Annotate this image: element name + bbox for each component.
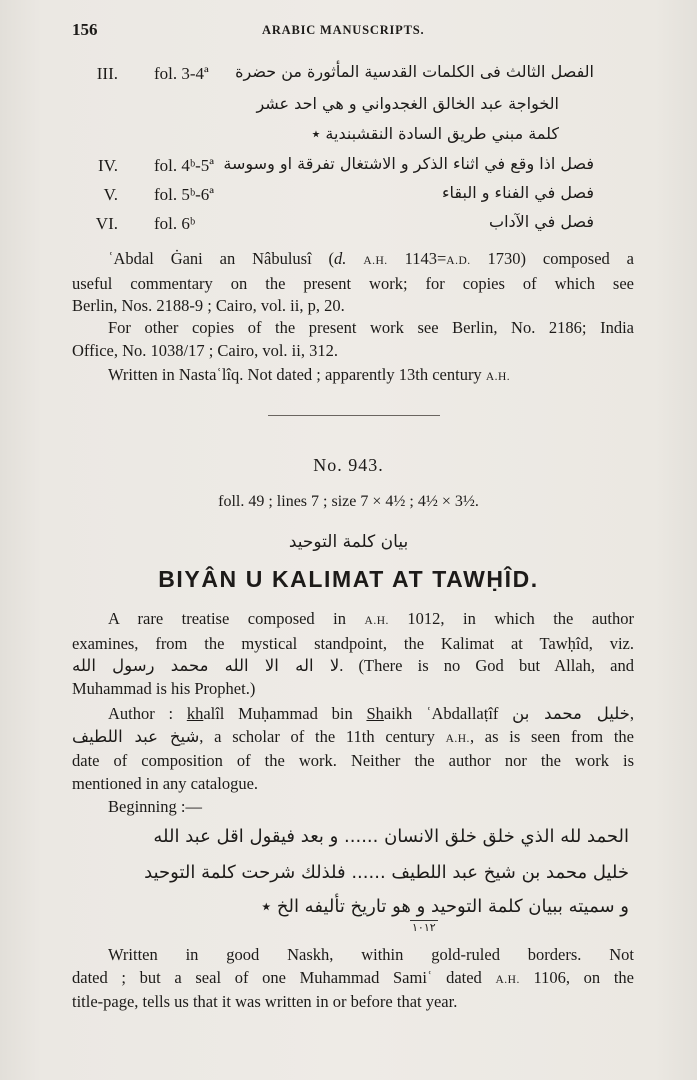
work-title: BIYÂN U KALIMAT AT TAWḤÎD. xyxy=(158,566,539,592)
closing-paragraph: Written in good Naskh, within gold-ruled borders. Not dated ; but a seal of one Muhammad Samiʿ dated A.H. 1106, on the title-page, tells us that it was written in or before that year. xyxy=(72,945,635,1011)
section-title-arabic: فصل في الفناء و البقاء xyxy=(442,183,594,202)
incipit-line: الحمد لله الذي خلق خلق الانسان ...... و بعد فيقول اقل عبد الله xyxy=(153,826,629,847)
beginning-label: Beginning :— xyxy=(108,797,202,816)
page-header xyxy=(72,20,632,42)
section-title-arabic: الفصل الثالث فى الكلمات القدسية المأثورة من حضرة xyxy=(235,62,594,81)
folio-range: fol. 3-4ª xyxy=(154,64,209,83)
contents-row-iii xyxy=(72,62,632,88)
commentary-paragraph: ʿAbdal Ġani an Nâbulusî (d. A.H. 1143=A.D. 1730) composed a useful commentary on the present work; for copies of which see Berlin, Nos. 2188-9 ; Cairo, vol. ii, p, 20. xyxy=(72,249,634,315)
section-divider xyxy=(268,415,440,416)
other-copies-paragraph: For other copies of the present work see Berlin, No. 2186; India Office, No. 1038/17 ; Cairo, vol. ii, 312. xyxy=(72,318,634,360)
contents-row-v xyxy=(72,183,632,209)
section-number: IV. xyxy=(98,156,118,175)
folio-range: fol. 5ᵇ-6ª xyxy=(154,185,214,204)
entry-number: No. 943. xyxy=(313,455,384,475)
beginning-label-row xyxy=(72,796,634,819)
incipit-line: و سميته ببيان كلمة التوحيد و هو تاريخ تأليفه الخ ٭ xyxy=(261,896,629,917)
script-note: Written in Nastaʿlîq. Not dated ; apparently 13th century A.H. xyxy=(108,365,511,384)
incipit-line: خليل محمد بن شيخ عبد اللطيف ...... فلذلك شرحت كلمة التوحيد xyxy=(144,862,629,883)
author-name-arabic-cont: شيخ عبد اللطيف xyxy=(72,726,200,746)
contents-continuation: كلمة مبني طريق السادة النقشبندية ٭ xyxy=(311,124,559,143)
contents-row-vi xyxy=(72,212,632,238)
section-number: VI. xyxy=(95,214,118,233)
contents-row-iv xyxy=(72,154,632,180)
arabic-title: بيان كلمة التوحيد xyxy=(288,532,409,552)
section-title-arabic: فصل اذا وقع في اثناء الذكر و الاشتغال تفرقة او وسوسة xyxy=(223,154,594,173)
section-number: III. xyxy=(96,64,118,83)
author-paragraph: Author : khalîl Muḥammad bin Shaikh ʿAbdallaṭîf خليل محمد بن, شيخ عبد اللطيف, a scholar of the 11th century A.H., as is seen from the date of composition of the work. Neither the author nor the work is mentioned in any catalogue. xyxy=(72,704,634,793)
section-title-arabic: فصل في الآداب xyxy=(489,212,594,231)
contents-continuation: الخواجة عبد الخالق الغجدواني و هي احد عشر xyxy=(256,94,559,113)
folio-range: fol. 6ᵇ xyxy=(154,214,196,233)
section-number: V. xyxy=(103,185,118,204)
kalima-arabic: لا اله الا الله محمد رسول الله xyxy=(72,656,340,675)
running-head: ARABIC MANUSCRIPTS. xyxy=(262,23,425,37)
chronogram-year: ١٠١٢ xyxy=(412,921,436,934)
page-number: 156 xyxy=(72,20,98,39)
folio-range: fol. 4ᵇ-5ª xyxy=(154,156,214,175)
description-paragraph: A rare treatise composed in A.H. 1012, in which the author examines, from the mystical standpoint, the Kalimat at Tawḥîd, viz. لا اله الا الله محمد رسول الله. (There is no God but Allah, and Muhammad is his Prophet.) xyxy=(72,609,635,698)
manuscript-specs: foll. 49 ; lines 7 ; size 7 × 4½ ; 4½ × 3½. xyxy=(218,493,479,510)
author-name-arabic: خليل محمد بن xyxy=(512,704,630,723)
